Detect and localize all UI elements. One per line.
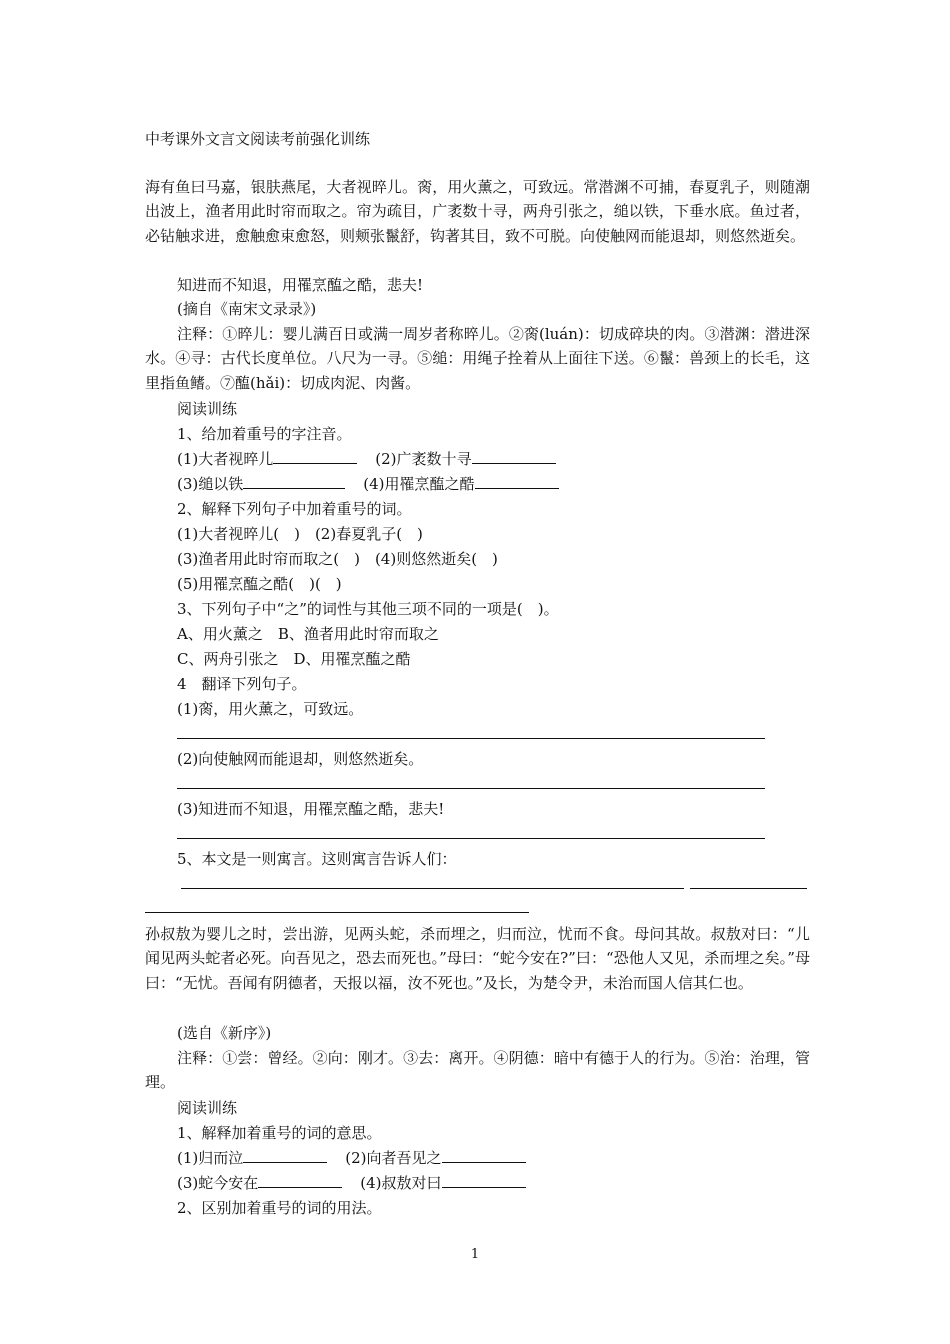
- passage1-text: 海有鱼曰马嘉，银肤燕尾，大者视晬儿。脔，用火薰之，可致远。常潜渊不可捕，春夏乳子，则随潮出波上，渔者用此时帘而取之。帘为疏目，广袤数十寻，两舟引张之，缒以铁，下垂水底。鱼过者，必钻触求进，愈触愈束愈怒，则颊张鬣舒，钩著其目，致不可脱。向使触网而能退却，则悠然逝矣。: [145, 178, 810, 245]
- answer-line[interactable]: [177, 788, 765, 789]
- q1-item-1: (1)大者视晬儿: [177, 450, 274, 468]
- answer-blank[interactable]: [243, 473, 345, 489]
- answer-line[interactable]: [177, 838, 765, 839]
- exercise1-q2-line1: (1)大者视晬儿( ) (2)春夏乳子( ): [177, 525, 423, 543]
- exercise1-heading: 阅读训练: [177, 400, 238, 418]
- exercise1-q3-line2: C、两舟引张之 D、用罹烹醢之酷: [177, 650, 411, 668]
- passage1-source: (摘自《南宋文录录》): [177, 300, 317, 318]
- exercise1-q4-item2: (2)向使触网而能退却，则悠然逝矣。: [177, 750, 424, 768]
- answer-line[interactable]: [690, 888, 807, 889]
- passage2-source: (选自《新序》): [177, 1024, 272, 1042]
- answer-blank[interactable]: [273, 448, 357, 464]
- passage2-text: 孙叔敖为婴儿之时，尝出游，见两头蛇，杀而埋之，归而泣，忧而不食。母问其故。叔敖对曰：“儿闻见两头蛇者必死。向吾见之，恐去而死也。”母曰：“蛇今安在?”曰：“恐他人又见，杀而埋之矣。”母曰：“无忧。吾闻有阴德者，天报以福，汝不死也。”及长，为楚令尹，未治而国人信其仁也。: [145, 925, 810, 992]
- q1-item-4: (4)用罹烹醢之酷: [363, 475, 475, 493]
- exercise2-q1-row1: [145, 1146, 842, 1170]
- answer-line[interactable]: [177, 738, 765, 739]
- exercise1-q5: 5、本文是一则寓言。这则寓言告诉人们：: [177, 850, 457, 868]
- answer-blank[interactable]: [442, 1147, 526, 1163]
- exercise1-q2-line2: (3)渔者用此时帘而取之( ) (4)则悠然逝矣( ): [177, 550, 498, 568]
- exercise1-q4-item1: (1)脔，用火薰之，可致远。: [177, 700, 364, 718]
- exercise1-q1-row1: [145, 447, 842, 471]
- passage1-notes: 注释：①晬儿：婴儿满百日或满一周岁者称晬儿。②脔(luán)：切成碎块的肉。③潜渊：潜进深水。④寻：古代长度单位。八尺为一寻。⑤缒：用绳子拴着从上面往下送。⑥鬣：兽颈上的长毛，这里指鱼鳍。⑦醢(hǎi)：切成肉泥、肉酱。: [145, 325, 810, 392]
- page-number: 1: [470, 1247, 480, 1262]
- ex2-q1-item-4: (4)叔敖对曰: [360, 1174, 442, 1192]
- ex2-q1-item-2: (2)向者吾见之: [345, 1149, 442, 1167]
- q1-item-2: (2)广袤数十寻: [375, 450, 472, 468]
- answer-blank[interactable]: [243, 1147, 327, 1163]
- passage1-conclusion: 知进而不知退，用罹烹醢之酷，悲夫!: [177, 276, 424, 294]
- answer-blank[interactable]: [442, 1172, 526, 1188]
- exercise1-q3-line1: A、用火薰之 B、渔者用此时帘而取之: [177, 625, 439, 643]
- answer-blank[interactable]: [258, 1172, 342, 1188]
- answer-line[interactable]: [145, 912, 529, 913]
- exercise1-q2: 2、解释下列句子中加着重号的词。: [177, 500, 412, 518]
- exercise2-q2: 2、区别加着重号的词的用法。: [177, 1199, 382, 1217]
- exercise1-q1: 1、给加着重号的字注音。: [177, 425, 352, 443]
- q1-item-3: (3)缒以铁: [177, 475, 244, 493]
- passage2-notes: 注释：①尝：曾经。②向：刚才。③去：离开。④阴德：暗中有德于人的行为。⑤治：治理，管理。: [145, 1049, 810, 1092]
- exercise2-q1-row2: [145, 1171, 842, 1195]
- exercise1-q3: 3、下列句子中“之”的词性与其他三项不同的一项是( )。: [177, 600, 559, 618]
- exercise1-q2-line3: (5)用罹烹醢之酷( )( ): [177, 575, 342, 593]
- document-title: 中考课外文言文阅读考前强化训练: [145, 130, 371, 148]
- answer-blank[interactable]: [475, 473, 559, 489]
- exercise1-q4: 4 翻译下列句子。: [177, 675, 307, 693]
- exercise1-q1-row2: [145, 472, 842, 496]
- ex2-q1-item-1: (1)归而泣: [177, 1149, 244, 1167]
- answer-line[interactable]: [181, 888, 684, 889]
- exercise2-heading: 阅读训练: [177, 1099, 238, 1117]
- exercise1-q4-item3: (3)知进而不知退，用罹烹醢之酷，悲夫!: [177, 800, 445, 818]
- ex2-q1-item-3: (3)蛇今安在: [177, 1174, 259, 1192]
- exercise2-q1: 1、解释加着重号的词的意思。: [177, 1124, 382, 1142]
- answer-blank[interactable]: [472, 448, 556, 464]
